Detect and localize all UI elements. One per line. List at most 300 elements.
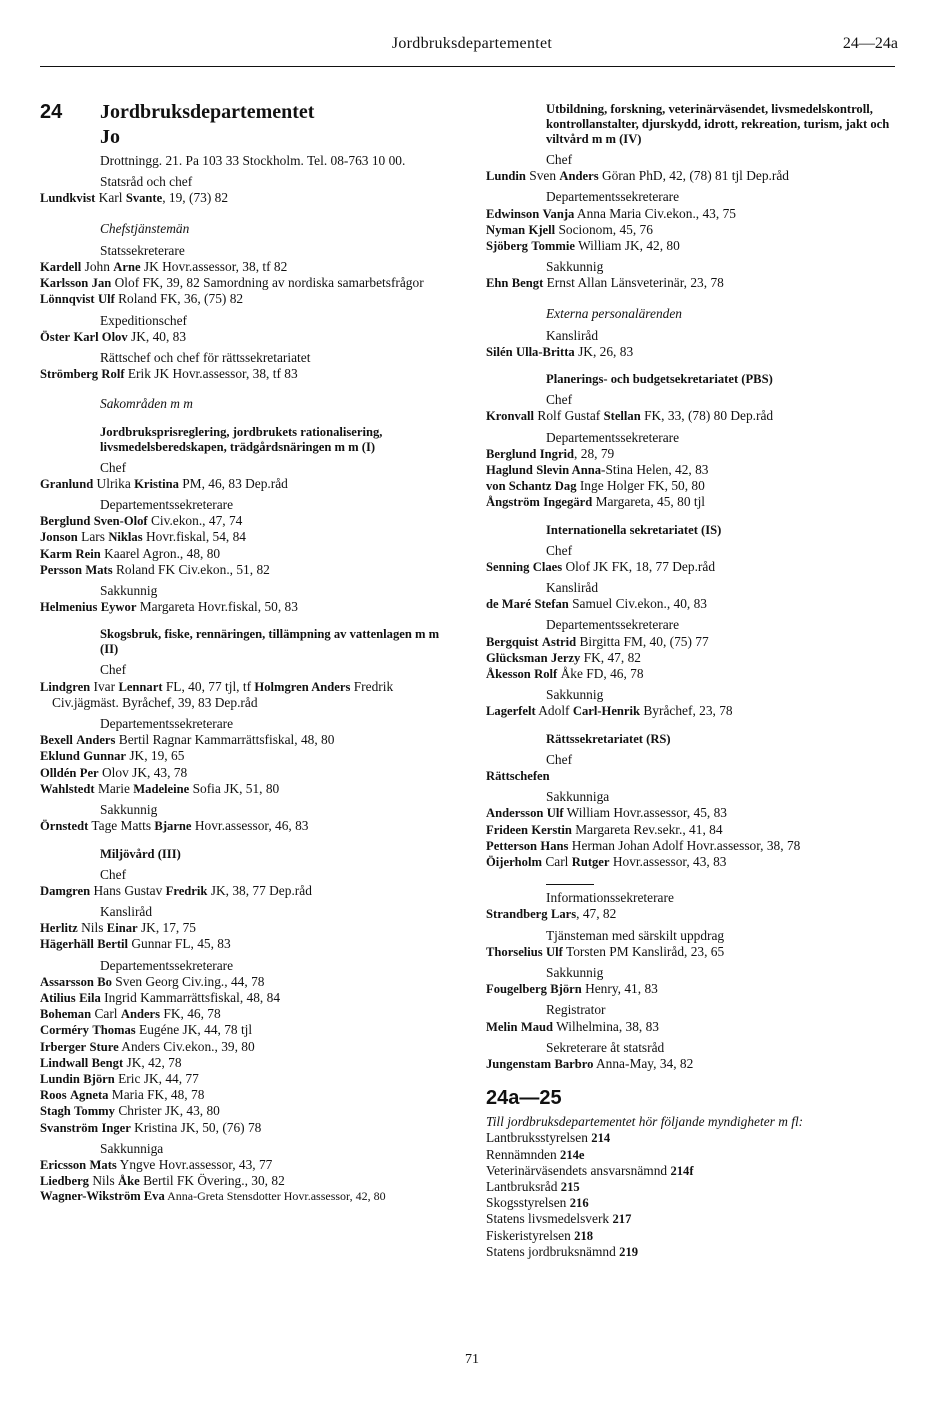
person-entry — [40, 1120, 452, 1136]
person-name-bold: Eywor — [100, 600, 137, 615]
person-text: Anna-May, 34, 82 — [593, 1055, 694, 1071]
person-name-bold: Persson — [40, 562, 82, 577]
person-text: Carl — [91, 1006, 121, 1022]
person-name-bold: Jerzy — [550, 650, 581, 665]
person-name-bold: Bengt — [91, 1055, 124, 1070]
person-text: Maria FK, 48, 78 — [108, 1087, 205, 1103]
person-text: PM, 46, 83 Dep.råd — [178, 475, 288, 491]
unit-heading: Rättssekretariatet (RS) — [546, 731, 671, 746]
person-name-bold: Karm — [40, 546, 73, 561]
person-name-bold: Berglund — [486, 446, 537, 461]
authority-number: 214f — [670, 1163, 694, 1178]
role-label: Rättschef och chef för rättssekretariatet — [100, 350, 311, 366]
person-name-bold: Strandberg — [486, 907, 548, 922]
person-name-bold: Dag — [554, 479, 577, 494]
person-text: Anders Civ.ekon., 39, 80 — [118, 1038, 255, 1054]
authority-item — [486, 1130, 898, 1146]
authority-item — [486, 1244, 898, 1260]
person-name-bold: Lundkvist — [40, 191, 96, 206]
person-name-bold: Kristina — [134, 476, 179, 491]
running-header-ref: 24—24a — [842, 35, 898, 52]
authority-name: Veterinärväsendets ansvarsnämnd — [486, 1162, 668, 1178]
person-name-bold: Kardell — [40, 260, 82, 275]
person-name-bold: Bergquist — [486, 634, 539, 649]
person-entry — [486, 1019, 898, 1035]
person-text: Sven Georg Civ.ing., 44, 78 — [111, 973, 265, 989]
person-text: Birgitta FM, 40, (75) 77 — [576, 633, 709, 649]
authority-list — [486, 1130, 898, 1260]
person-name-bold: Björn — [83, 1071, 115, 1086]
person-name-bold: Arne — [113, 260, 141, 275]
person-text: Åke FD, 46, 78 — [557, 666, 644, 682]
person-text: Ernst Allan Länsveterinär, 23, 78 — [543, 275, 724, 291]
person-entry — [40, 765, 452, 781]
person-name-bold: Claes — [532, 559, 563, 574]
person-text: Wilhelmina, 38, 83 — [553, 1018, 660, 1034]
section-title: Jordbruksdepartementet — [100, 101, 315, 123]
person-text: Lars — [77, 529, 109, 545]
person-name-bold: Eklund — [40, 749, 80, 764]
person-name-bold: Inger — [101, 1120, 131, 1135]
role-label: Tjänsteman med särskilt uppdrag — [546, 927, 725, 943]
person-text: JK, 19, 65 — [125, 748, 185, 764]
person-entry — [40, 974, 452, 990]
person-name-bold: Björn — [550, 982, 582, 997]
person-name-bold: Lundin — [40, 1071, 80, 1086]
person-name-bold: Mats — [89, 1157, 117, 1172]
person-entry — [40, 818, 452, 834]
person-text: JK, 17, 75 — [137, 920, 196, 936]
authority-number: 219 — [619, 1244, 639, 1259]
person-name-bold: Eva — [143, 1189, 165, 1204]
person-text: JK, 38, 77 Dep.råd — [207, 882, 312, 898]
role-label: Chef — [546, 392, 573, 408]
person-name-bold: Öijerholm — [486, 854, 542, 869]
person-text: Hovr.assessor, 43, 83 — [609, 853, 727, 869]
person-text: Olov JK, 43, 78 — [98, 764, 188, 780]
person-name-bold: Ångström — [486, 495, 540, 510]
person-name-bold: Örnstedt — [40, 819, 89, 834]
person-name-bold: Melin — [486, 1019, 518, 1034]
person-entry — [486, 805, 898, 821]
header-rule — [40, 66, 895, 67]
person-name-bold: Berglund — [40, 514, 91, 529]
person-text: Christer JK, 43, 80 — [114, 1103, 220, 1119]
person-name-bold: Astrid — [541, 634, 577, 649]
department-address: Drottningg. 21. Pa 103 33 Stockholm. Tel. 08-763 10 00. — [100, 153, 406, 168]
person-list — [486, 206, 898, 255]
person-text: Kaarel Agron., 48, 80 — [100, 545, 221, 561]
person-text: Fredrik Civ.jägmäst. Byråchef, 39, 83 Dep.råd — [52, 678, 394, 710]
person-entry — [486, 854, 898, 870]
role-label: Sakkunnig — [100, 583, 158, 599]
authority-number: 216 — [569, 1196, 589, 1211]
person-text: Hovr.fiskal, 54, 84 — [142, 529, 247, 545]
person-name-bold: Rolf — [101, 367, 125, 382]
person-entry — [40, 1103, 452, 1119]
person-name-bold: Gunnar — [83, 749, 126, 764]
person-name-bold: Sven-Olof — [93, 514, 148, 529]
person-entry — [40, 883, 452, 899]
person-text: Civ.ekon., 47, 74 — [147, 513, 243, 529]
person-entry — [40, 920, 452, 936]
person-text: Olof JK FK, 18, 77 Dep.råd — [562, 558, 716, 574]
person-entry — [40, 1087, 452, 1103]
unit-heading: Utbildning, forskning, veterinärväsendet, livsmedelskontroll, kontrollanstalter, djurskydd, idrott, rekreation, turism, jakt och viltvård m m (IV) — [546, 102, 890, 146]
person-name-bold: Irberger — [40, 1039, 87, 1054]
person-text: William Hovr.assessor, 45, 83 — [563, 805, 727, 821]
person-text: Yngve Hovr.assessor, 43, 77 — [116, 1156, 273, 1172]
person-name-bold: von Schantz — [486, 479, 552, 494]
person-name-bold: Edwinson — [486, 206, 540, 221]
role-label: Sakkunnig — [546, 259, 604, 275]
authority-name: Fiskeristyrelsen — [486, 1227, 571, 1243]
person-name-bold: Madeleine — [133, 781, 190, 796]
person-name-bold: Kjell — [528, 222, 556, 237]
person-name-bold: Per — [79, 765, 99, 780]
group-heading: Chefstjänstemän — [100, 220, 190, 236]
role-label: Departementssekreterare — [546, 617, 680, 633]
person-entry — [40, 1189, 452, 1203]
person-name-bold: Haglund — [486, 463, 533, 478]
person-name-bold: Lönnqvist — [40, 292, 95, 307]
person-entry — [486, 559, 898, 575]
authority-item — [486, 1228, 898, 1244]
person-name-bold: Hans — [540, 838, 569, 853]
person-name-bold: Ulf — [546, 944, 563, 959]
authority-item — [486, 1147, 898, 1163]
person-text: Olof FK, 39, 82 Samordning av nordiska samarbetsfrågor — [111, 275, 424, 291]
person-text: Torsten PM Kansliråd, 23, 65 — [562, 943, 725, 959]
role-label: Chef — [546, 542, 573, 558]
person-name-bold: Wahlstedt — [40, 781, 95, 796]
person-text: Byråchef, 23, 78 — [640, 703, 733, 719]
person-text: FK, 33, (78) 80 Dep.råd — [640, 408, 774, 424]
person-name-bold: Ehn — [486, 276, 509, 291]
role-label: Departementssekreterare — [546, 429, 680, 445]
section-heading — [40, 100, 452, 150]
person-name-bold: Eila — [79, 990, 101, 1005]
person-text: Bertil FK Övering., 30, 82 — [139, 1173, 285, 1189]
person-entry — [486, 906, 898, 922]
person-name-bold: Tommie — [531, 239, 575, 254]
person-text: , 28, 79 — [574, 445, 615, 461]
role-label: Sakkunniga — [546, 789, 610, 805]
role-label: Departementssekreterare — [546, 189, 680, 205]
person-name-bold: Svante — [125, 191, 163, 206]
person-name-bold: Tommy — [74, 1104, 115, 1119]
person-name-bold: Stagh — [40, 1104, 71, 1119]
person-name-bold: Herlitz — [40, 921, 78, 936]
authority-name: Rennämnden — [486, 1146, 557, 1162]
role-label: Chef — [100, 459, 127, 475]
person-name-bold: Rutger — [571, 854, 610, 869]
person-name-bold: Hägerhäll — [40, 937, 94, 952]
person-name-bold: Sjöberg — [486, 239, 528, 254]
role-label: Sakkunniga — [100, 1140, 164, 1156]
person-text: Gunnar FL, 45, 83 — [128, 936, 231, 952]
section2-intro: Till jordbruksdepartementet hör följande myndigheter m fl: — [486, 1114, 804, 1130]
person-name-bold: Granlund — [40, 476, 94, 491]
person-name-bold: Niklas — [108, 530, 143, 545]
page-number: 71 — [465, 1352, 479, 1367]
person-name-bold: Lennart — [118, 679, 163, 694]
person-name-bold: Frideen — [486, 822, 528, 837]
person-entry — [40, 1006, 452, 1022]
separator-rule — [546, 884, 594, 885]
person-entry — [486, 168, 898, 184]
person-text: -Stina Helen, 42, 83 — [601, 462, 709, 478]
person-name-bold: Ingegärd — [543, 495, 593, 510]
authority-number: 218 — [574, 1228, 594, 1243]
person-text: Erik JK Hovr.assessor, 38, tf 83 — [124, 366, 298, 382]
person-name-bold: Nyman — [486, 222, 526, 237]
unit-heading: Jordbruksprisreglering, jordbrukets rationalisering, livsmedelsberedskapen, trädgårdsnäringen m m (I) — [100, 424, 383, 454]
person-text: Henry, 41, 83 — [581, 981, 658, 997]
person-name-bold: Maud — [520, 1019, 554, 1034]
person-text: Roland FK, 36, (75) 82 — [114, 291, 244, 307]
role-label: Sakkunnig — [546, 687, 604, 703]
person-name-bold: de Maré — [486, 597, 532, 612]
person-text: Margareta Hovr.fiskal, 50, 83 — [136, 599, 298, 615]
person-list — [486, 805, 898, 870]
person-name-bold: Åkesson — [486, 667, 531, 682]
person-name-bold: Thomas — [92, 1023, 136, 1038]
person-name-bold: Ulla-Britta — [515, 345, 575, 360]
person-entry — [40, 1039, 452, 1055]
person-entry — [40, 1071, 452, 1087]
left-column — [40, 100, 452, 1203]
person-text: Nils — [77, 920, 107, 936]
person-name-bold: Lundin — [486, 169, 526, 184]
person-text: Rolf Gustaf — [534, 408, 604, 424]
person-entry — [40, 936, 452, 952]
person-name-bold: Anders — [559, 169, 599, 184]
person-entry — [40, 1022, 452, 1038]
person-entry — [40, 781, 452, 797]
person-entry — [486, 446, 898, 462]
person-text: Nils — [88, 1173, 119, 1189]
person-text: JK Hovr.assessor, 38, tf 82 — [140, 259, 288, 275]
person-entry — [486, 650, 898, 666]
person-text: Carl — [541, 853, 572, 869]
person-text: William JK, 42, 80 — [574, 238, 680, 254]
person-entry — [486, 703, 898, 719]
person-text: Karl — [95, 190, 126, 206]
person-text: JK, 26, 83 — [574, 344, 634, 360]
person-name-bold: Helmenius — [40, 600, 98, 615]
person-name-bold: Ulf — [546, 806, 564, 821]
authority-item — [486, 1163, 898, 1179]
person-name-bold: Anders — [76, 733, 116, 748]
authority-number: 214e — [560, 1147, 585, 1162]
authority-name: Statens livsmedelsverk — [486, 1211, 610, 1227]
person-name-bold: Sture — [89, 1039, 119, 1054]
person-name-bold: Ingrid — [539, 446, 575, 461]
person-entry — [486, 462, 898, 478]
person-name-bold: Senning — [486, 559, 530, 574]
person-name-bold: Svanström — [40, 1120, 99, 1135]
authority-item — [486, 1195, 898, 1211]
role-label: Chef — [546, 751, 573, 767]
running-header-title: Jordbruksdepartementet — [391, 35, 553, 52]
person-entry — [486, 494, 898, 510]
person-entry — [40, 1157, 452, 1173]
person-text: Anna Maria Civ.ekon., 43, 75 — [574, 205, 736, 221]
person-name-bold: Fredrik — [165, 883, 208, 898]
role-label: Statssekreterare — [100, 242, 185, 258]
person-entry — [40, 190, 452, 206]
person-name-bold: Ericsson — [40, 1157, 87, 1172]
person-name-bold: Fougelberg — [486, 982, 547, 997]
person-name-bold: Roos — [40, 1088, 67, 1103]
person-entry — [40, 275, 452, 291]
person-entry — [486, 596, 898, 612]
person-entry — [486, 238, 898, 254]
person-text: , 19, (73) 82 — [162, 190, 229, 206]
right-column — [486, 100, 898, 1260]
person-name-bold: Bexell — [40, 733, 73, 748]
person-entry — [486, 822, 898, 838]
person-entry — [40, 329, 452, 345]
person-entry — [40, 529, 452, 545]
person-entry — [40, 1055, 452, 1071]
unit-heading: Skogsbruk, fiske, rennäringen, tillämpning av vattenlagen m m (II) — [100, 627, 440, 657]
person-name-bold: Corméry — [40, 1023, 89, 1038]
unit-heading: Planerings- och budgetsekretariatet (PBS) — [546, 372, 773, 387]
person-name-bold: Stellan — [603, 409, 641, 424]
role-label: Sakkunnig — [100, 802, 158, 818]
person-name-bold: Karl Olov — [73, 329, 128, 344]
person-name-bold: Bertil — [97, 937, 129, 952]
person-text: Adolf — [535, 703, 573, 719]
person-name-bold: Agneta — [69, 1088, 109, 1103]
person-name-bold: Boheman — [40, 1007, 92, 1022]
section-number: 24 — [40, 101, 63, 123]
person-entry — [486, 944, 898, 960]
person-name-bold: Lagerfelt — [486, 704, 536, 719]
person-name-bold: Jungenstam — [486, 1056, 552, 1071]
person-entry — [486, 206, 898, 222]
role-label: Kansliråd — [546, 580, 599, 596]
person-entry — [486, 768, 898, 784]
person-entry — [40, 546, 452, 562]
person-entry — [486, 981, 898, 997]
role-label: Kansliråd — [100, 903, 153, 919]
person-text: Eric JK, 44, 77 — [114, 1070, 199, 1086]
person-name-bold: Assarsson — [40, 974, 94, 989]
person-text: Marie — [94, 780, 134, 796]
person-entry — [40, 291, 452, 307]
section-abbr: Jo — [100, 126, 120, 148]
person-text: FK, 46, 78 — [160, 1006, 221, 1022]
person-entry — [486, 222, 898, 238]
person-name-bold: Anders — [120, 1007, 161, 1022]
person-name-bold: Bo — [97, 974, 112, 989]
role-label: Expeditionschef — [100, 312, 188, 328]
person-name-bold: Holmgren Anders — [254, 679, 351, 694]
person-text: FK, 47, 82 — [580, 649, 641, 665]
unit-heading: Internationella sekretariatet (IS) — [546, 522, 722, 537]
person-entry — [40, 476, 452, 492]
person-name-bold: Slevin Anna — [536, 463, 602, 478]
person-name-bold: Karlsson — [40, 276, 89, 291]
person-entry — [486, 634, 898, 650]
person-name-bold: Åke — [118, 1174, 140, 1189]
authority-name: Statens jordbruksnämnd — [486, 1243, 616, 1259]
role-label: Departementssekreterare — [100, 957, 234, 973]
person-text: Socionom, 45, 76 — [555, 221, 653, 237]
person-text: Samuel Civ.ekon., 40, 83 — [568, 596, 707, 612]
role-label: Chef — [100, 662, 127, 678]
role-label: Departementssekreterare — [100, 497, 234, 513]
person-entry — [40, 748, 452, 764]
person-text: , 47, 82 — [576, 906, 617, 922]
person-name-bold: Bengt — [511, 276, 544, 291]
person-text: Sven — [525, 168, 560, 184]
role-label: Departementssekreterare — [100, 716, 234, 732]
group-heading: Sakområden m m — [100, 396, 193, 412]
role-label: Statsråd och chef — [100, 174, 193, 190]
authority-item — [486, 1211, 898, 1227]
role-label: Registrator — [546, 1002, 606, 1018]
person-text: Margareta Rev.sekr., 41, 84 — [571, 821, 723, 837]
person-entry — [40, 562, 452, 578]
person-name-bold: Rein — [75, 546, 101, 561]
person-name-bold: Kronvall — [486, 409, 535, 424]
authority-number: 215 — [560, 1179, 580, 1194]
person-name-bold: Lindwall — [40, 1055, 89, 1070]
person-list — [40, 732, 452, 797]
person-entry — [40, 259, 452, 275]
person-text: Herman Johan Adolf Hovr.assessor, 38, 78 — [568, 837, 801, 853]
role-label: Chef — [546, 152, 573, 167]
person-name-bold: Lars — [550, 907, 577, 922]
person-name-bold: Liedberg — [40, 1174, 89, 1189]
person-name-bold: Bjarne — [154, 819, 192, 834]
person-name-bold: Wagner-Wikström — [40, 1189, 141, 1204]
person-text: FL, 40, 77 tjl, tf — [162, 678, 255, 694]
person-text: Anna-Greta Stensdotter Hovr.assessor, 42, 80 — [164, 1189, 386, 1204]
chef-name: Rättschefen — [486, 768, 550, 783]
person-text: JK, 40, 83 — [127, 328, 187, 344]
person-name-bold: Petterson — [486, 838, 538, 853]
person-entry — [40, 599, 452, 615]
person-text: Göran PhD, 42, (78) 81 tjl Dep.råd — [598, 168, 790, 184]
person-name-bold: Jan — [91, 276, 112, 291]
person-text: Ingrid Kammarrättsfiskal, 48, 84 — [100, 989, 281, 1005]
person-entry — [40, 1173, 452, 1189]
role-label: Kansliråd — [546, 327, 599, 343]
person-name-bold: Kerstin — [531, 822, 572, 837]
section2-heading: 24a—25 — [486, 1087, 562, 1110]
person-name-bold: Olldén — [40, 765, 77, 780]
person-text: Tage Matts — [88, 818, 155, 834]
person-text: Eugéne JK, 44, 78 tjl — [135, 1022, 253, 1038]
person-text: Kristina JK, 50, (76) 78 — [130, 1119, 262, 1135]
group-heading: Externa personalärenden — [546, 305, 682, 321]
person-list — [40, 974, 452, 1136]
person-text: Sofia JK, 51, 80 — [189, 780, 280, 796]
person-text: JK, 42, 78 — [123, 1054, 182, 1070]
person-list — [486, 446, 898, 511]
role-label: Sakkunnig — [546, 964, 604, 980]
person-entry — [486, 666, 898, 682]
person-name-bold: Atilius — [40, 990, 76, 1005]
person-name-bold: Glücksman — [486, 650, 548, 665]
person-text: Ivar — [90, 678, 119, 694]
person-list — [40, 920, 452, 952]
